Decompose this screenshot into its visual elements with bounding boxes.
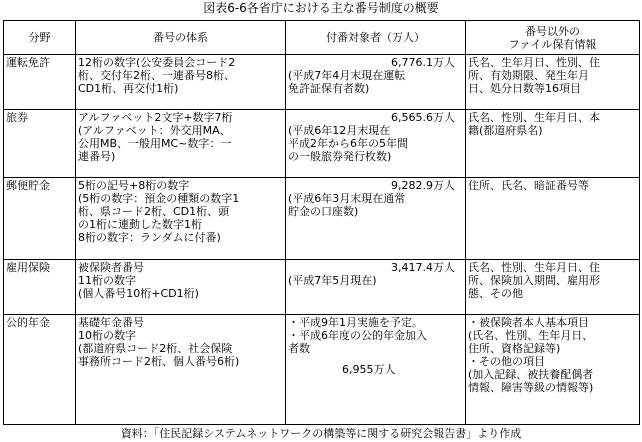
row-count: 6,955万人 bbox=[342, 363, 396, 376]
row-count-note: (平成7年4月末現在運転 免許証保有者数) bbox=[288, 69, 406, 95]
row-info: 氏名、生年月日、性別、住 所、有効期限、発生年月 日、処分日数等16項目 bbox=[466, 55, 640, 110]
row-count-cell bbox=[286, 110, 466, 178]
row-count-note: (平成6年3月末現在通常 貯金の口座数) bbox=[288, 192, 406, 218]
row-count-note: (平成7年5月現在) bbox=[288, 274, 377, 287]
row-count-cell bbox=[286, 260, 466, 315]
row-count: 9,282.9万人 bbox=[391, 179, 455, 192]
table-row bbox=[4, 315, 640, 425]
header-field: 分野 bbox=[4, 21, 76, 55]
header-target-count: 付番対象者（万人） bbox=[286, 21, 466, 55]
row-info: 氏名、性別、生年月日、本 籍(都道府県名) bbox=[466, 110, 640, 178]
row-field: 運転免許 bbox=[4, 55, 76, 110]
row-field: 郵便貯金 bbox=[4, 178, 76, 260]
row-count-cell bbox=[286, 315, 466, 425]
row-system: 基礎年金番号 10桁の数字 (都道府県コード2桁、社会保険 事務所コード2桁、個人番号6桁) bbox=[76, 315, 286, 425]
row-system: 12桁の数字(公安委員会コード2 桁、交付年2桁、一連番号8桁、 CD1桁、再交付1桁) bbox=[76, 55, 286, 110]
row-system: 被保険者番号 11桁の数字 (個人番号10桁+CD1桁) bbox=[76, 260, 286, 315]
header-file-info: 番号以外の ファイル保有情報 bbox=[466, 21, 640, 55]
row-system: アルファベット2文字+数字7桁 (アルファベット：外交用MA、 公用MB、一般用MC~数字：一 連番号) bbox=[76, 110, 286, 178]
table-row bbox=[4, 178, 640, 260]
table-row bbox=[4, 260, 640, 315]
row-info: ・被保険者本人基本項目 (氏名、性別、生年月日、 住所、資格記録等) ・その他の項目 (加入記録、被扶養配偶者 情報、障害等級の情報等) bbox=[466, 315, 640, 425]
row-field: 旅券 bbox=[4, 110, 76, 178]
table-row bbox=[4, 110, 640, 178]
number-system-table bbox=[3, 20, 640, 425]
figure-title: 図表6-6各省庁における主な番号制度の概要 bbox=[203, 1, 439, 15]
source-note: 資料：「住民記録システムネットワークの構築等に関する研究会報告書」より作成 bbox=[120, 427, 522, 440]
header-number-system: 番号の体系 bbox=[76, 21, 286, 55]
row-count: 6,776.1万人 bbox=[391, 56, 455, 69]
row-count: 6,565.6万人 bbox=[391, 111, 455, 124]
row-count-cell bbox=[286, 55, 466, 110]
table-row bbox=[4, 55, 640, 110]
row-field: 雇用保険 bbox=[4, 260, 76, 315]
row-field: 公的年金 bbox=[4, 315, 76, 425]
row-count-note: ・平成9年1月実施を予定。 ・平成6年度の公的年金加入 者数 bbox=[288, 316, 427, 355]
row-count: 3,417.4万人 bbox=[391, 261, 455, 274]
row-info: 氏名、性別、生年月日、住 所、保険加入期間、雇用形 態、その他 bbox=[466, 260, 640, 315]
row-count-cell bbox=[286, 178, 466, 260]
header-row bbox=[4, 21, 640, 55]
row-info: 住所、氏名、暗証番号等 bbox=[466, 178, 640, 260]
row-count-note: (平成6年12月末現在 平成2年から6年の5年間 の一般旅券発行枚数) bbox=[288, 124, 408, 163]
row-system: 5桁の記号+8桁の数字 (5桁の数字：預金の種類の数字1 桁、県コード2桁、CD1桁、頭 の1桁に連動した数字1桁 8桁の数字：ランダムに付番) bbox=[76, 178, 286, 260]
